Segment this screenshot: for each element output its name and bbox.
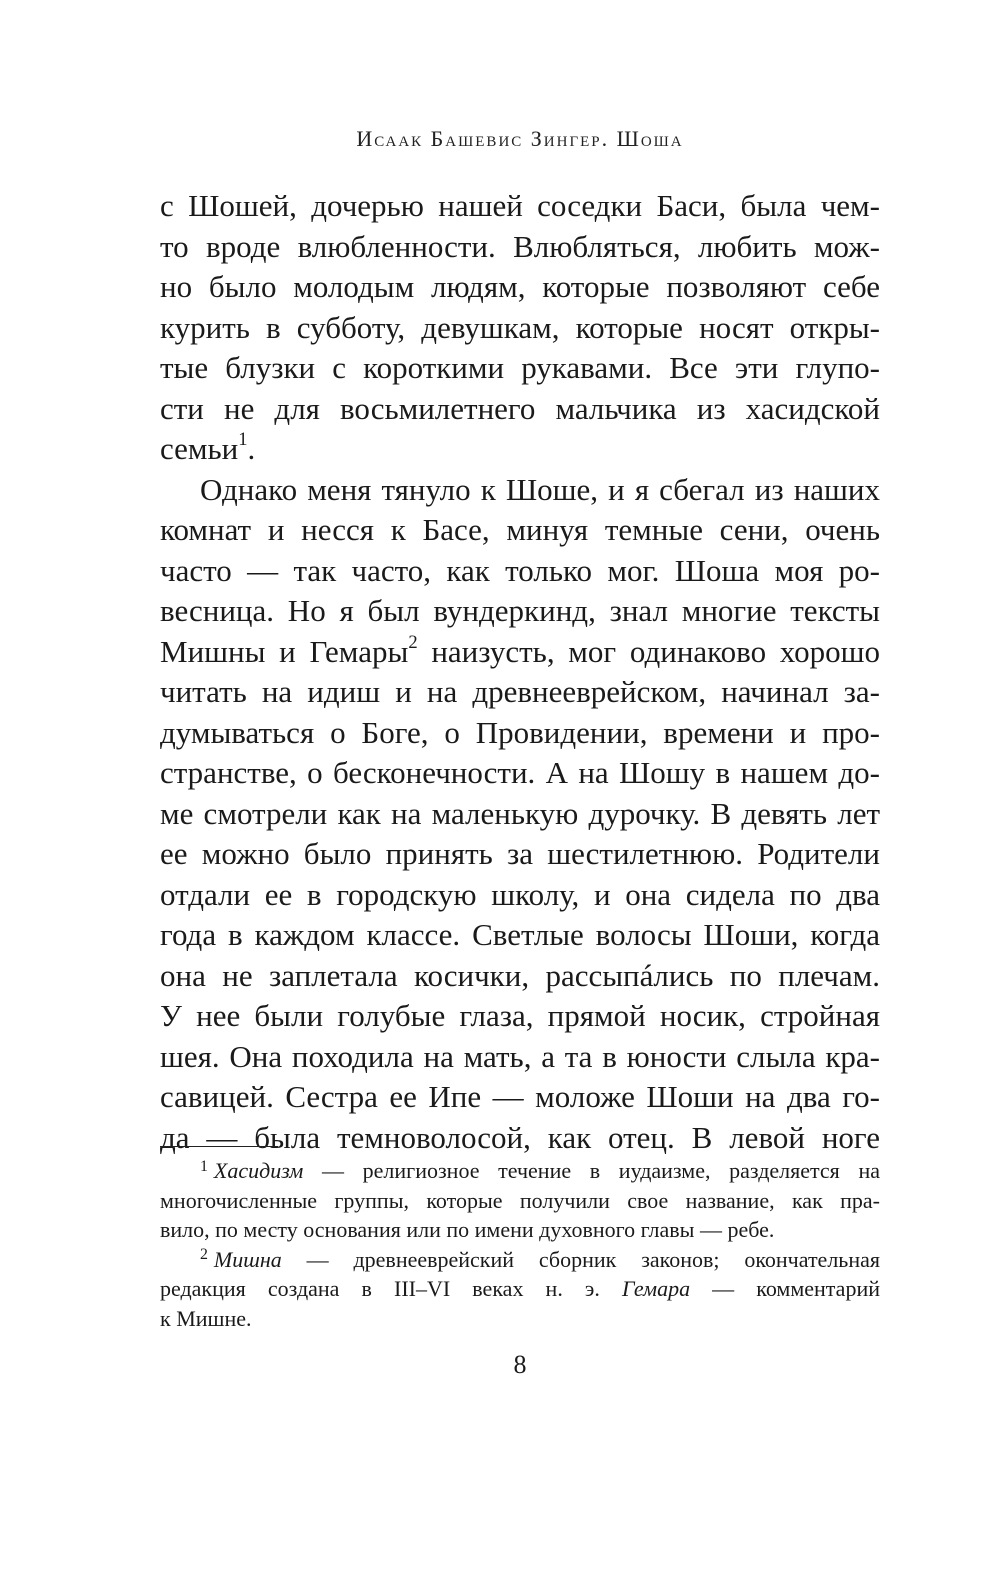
footnote-2 [160,1245,880,1275]
footnote-1 [160,1156,880,1186]
footnote-line [160,1274,880,1304]
footnote-term: Хасидизм [213,1158,304,1183]
footnote-text: редакция создана в III–VI веках н. э. [160,1276,622,1301]
footnotes [160,1156,880,1333]
main-text [160,186,880,1158]
text-fragment: семьи [160,431,239,466]
text-line: ме смотрели как на маленькую дурочку. В девять лет [160,795,880,831]
footnote-number: 2 [200,1246,208,1264]
page-number: 8 [513,1350,527,1379]
text-fragment: Мишны и Гемары [160,633,409,669]
footnote-line: многочисленные группы, которые получили свое название, как пра- [160,1187,880,1213]
text-line: У нее были голубые глаза, прямой носик, стройная [160,998,880,1033]
running-head: Исаак Башевис Зингер. Шоша [356,126,684,151]
text-line: Однако меня тянуло к Шоше, и я сбегал из наших [200,471,880,507]
text-line: шея. Она походила на мать, а та в юности слыла кра- [160,1038,880,1074]
text-line [160,632,880,673]
text-line: но было молодым людям, которые позволяют себе [160,269,880,304]
text-fragment: . [247,431,256,466]
text-line: комнат и несся к Басе, минуя темные сени, очень [160,512,880,547]
text-line: савицей. Сестра ее Ипе — моложе Шоши на два го- [160,1079,880,1114]
text-line: сти не для восьмилетнего мальчика из хасидской [160,390,880,426]
text-line: она не заплетала косички, рассыпáлись по плечам. [160,957,880,993]
text-line: да — была темноволосой, как отец. В левой ноге [160,1119,880,1155]
footnote-text: — древнееврейский сборник законов; окончательная [281,1246,880,1272]
footnote-term: Гемара [621,1276,691,1301]
text-line: курить в субботу, девушкам, которые носят откры- [160,309,880,345]
footnote-text: — религиозное течение в иудаизме, разделяется на [303,1158,880,1183]
footnote-number: 1 [200,1157,208,1175]
text-line [160,429,880,470]
footnote-term: Мишна [213,1246,282,1272]
text-line: ее можно было принять за шестилетнюю. Родители [160,836,880,871]
text-line: весница. Но я был вундеркинд, знал многие тексты [160,593,880,628]
footnote-divider [160,1146,278,1147]
footnote-text: — комментарий [690,1276,880,1301]
text-line: то вроде влюбленности. Влюбляться, любить мож- [160,228,880,264]
text-line: отдали ее в городскую школу, и она сидела по два [160,876,880,912]
footnote-ref-1[interactable]: 1 [238,429,248,451]
text-line: думываться о Боге, о Провидении, времени и про- [160,714,880,750]
footnote-ref-2[interactable]: 2 [408,631,418,653]
text-line: странстве, о бесконечности. А на Шошу в нашем до- [160,755,880,790]
text-line: часто — так часто, как только мог. Шоша моя ро- [160,552,880,588]
text-line: года в каждом классе. Светлые волосы Шоши, когда [160,917,880,952]
footnote-line: вило, по месту основания или по имени духовного главы — ребе. [160,1217,775,1242]
text-line: читать на идиш и на древнееврейском, начинал за- [160,674,880,709]
text-fragment: наизусть, мог одинаково хорошо [417,633,880,669]
text-line: с Шошей, дочерью нашей соседки Баси, была чем- [160,188,880,223]
footnote-line: к Мишне. [160,1305,252,1331]
text-line: тые блузки с короткими рукавами. Все эти глупо- [160,350,880,385]
